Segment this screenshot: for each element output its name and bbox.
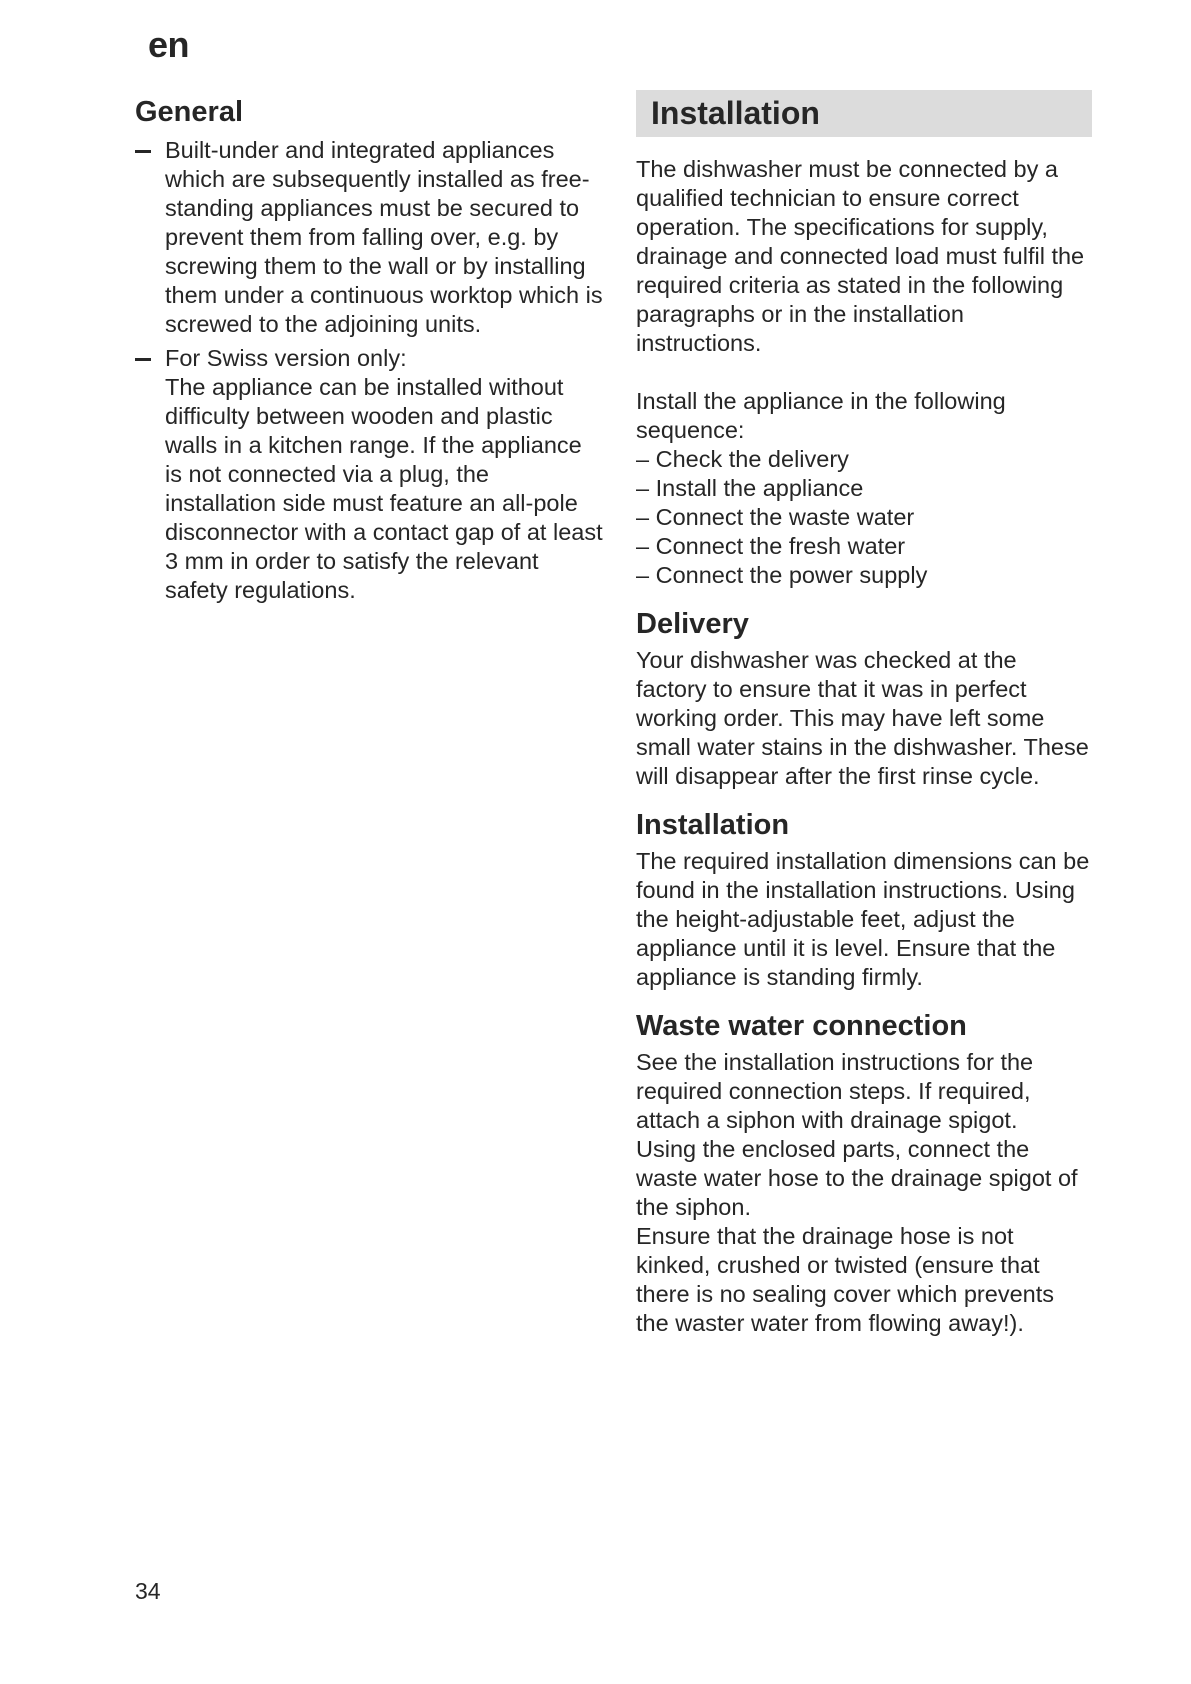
installation-subsection: [636, 807, 1092, 992]
list-item: – Check the delivery: [636, 446, 849, 472]
installation-intro: The dishwasher must be connected by a qualified technician to ensure correct operation. The specifications for supply, drainage and connected load must fulfil the required criteria as stated in the following paragraphs or in the installation instructions.: [636, 156, 1085, 356]
page-number: 34: [135, 1578, 161, 1604]
list-item: [135, 136, 605, 339]
list-item-text: Built-under and integrated appliances which are subsequently installed as free-standing appliances must be secured to prevent them from falling over, e.g. by screwing them to the wall or by installing them under a continuous worktop which is screwed to the adjoining units.: [165, 137, 603, 337]
waste-water-heading: Waste water connection: [636, 1010, 967, 1042]
installation-column: [636, 90, 1092, 1338]
list-item-text: The appliance can be installed without difficulty between wooden and plastic walls in a kitchen range. If the appliance is not connected via a plug, the installation side must feature an all-pole disconnector with a contact gap of at least 3 mm in order to satisfy the relevant safety regulations.: [165, 374, 603, 603]
sequence-list: [636, 445, 1092, 590]
sequence-intro: Install the appliance in the following sequence:: [636, 388, 1006, 443]
installation-text: The required installation dimensions can be found in the installation instructions. Using the height-adjustable feet, adjust the appliance until it is level. Ensure that the appliance is standing firmly.: [636, 848, 1090, 990]
waste-water-text: See the installation instructions for the required connection steps. If required, attach a siphon with drainage spigot.: [636, 1049, 1034, 1133]
list-item: [135, 344, 605, 605]
delivery-text: Your dishwasher was checked at the factory to ensure that it was in perfect working order. This may have left some small water stains in the dishwasher. These will disappear after the first rinse cycle.: [636, 647, 1089, 789]
installation-subheading: Installation: [636, 809, 790, 841]
waste-water-section: [636, 1008, 1092, 1338]
delivery-section: [636, 606, 1092, 791]
list-item: – Connect the fresh water: [636, 533, 906, 559]
list-item: – Install the appliance: [636, 475, 864, 501]
list-item-lead: For Swiss version only:: [165, 345, 407, 371]
list-item: – Connect the waste water: [636, 504, 915, 530]
installation-title: Installation: [651, 95, 820, 131]
delivery-heading: Delivery: [636, 608, 749, 640]
waste-water-text: Using the enclosed parts, connect the waste water hose to the drainage spigot of the siphon.: [636, 1136, 1078, 1220]
general-heading: General: [135, 96, 243, 128]
installation-banner: [636, 90, 1092, 137]
general-list: [135, 136, 605, 605]
list-item: – Connect the power supply: [636, 562, 928, 588]
general-section: [135, 94, 605, 610]
waste-water-text: Ensure that the drainage hose is not kinked, crushed or twisted (ensure that there is no sealing cover which prevents the waster water from flowing away!).: [636, 1223, 1054, 1336]
language-code: en: [148, 24, 190, 65]
